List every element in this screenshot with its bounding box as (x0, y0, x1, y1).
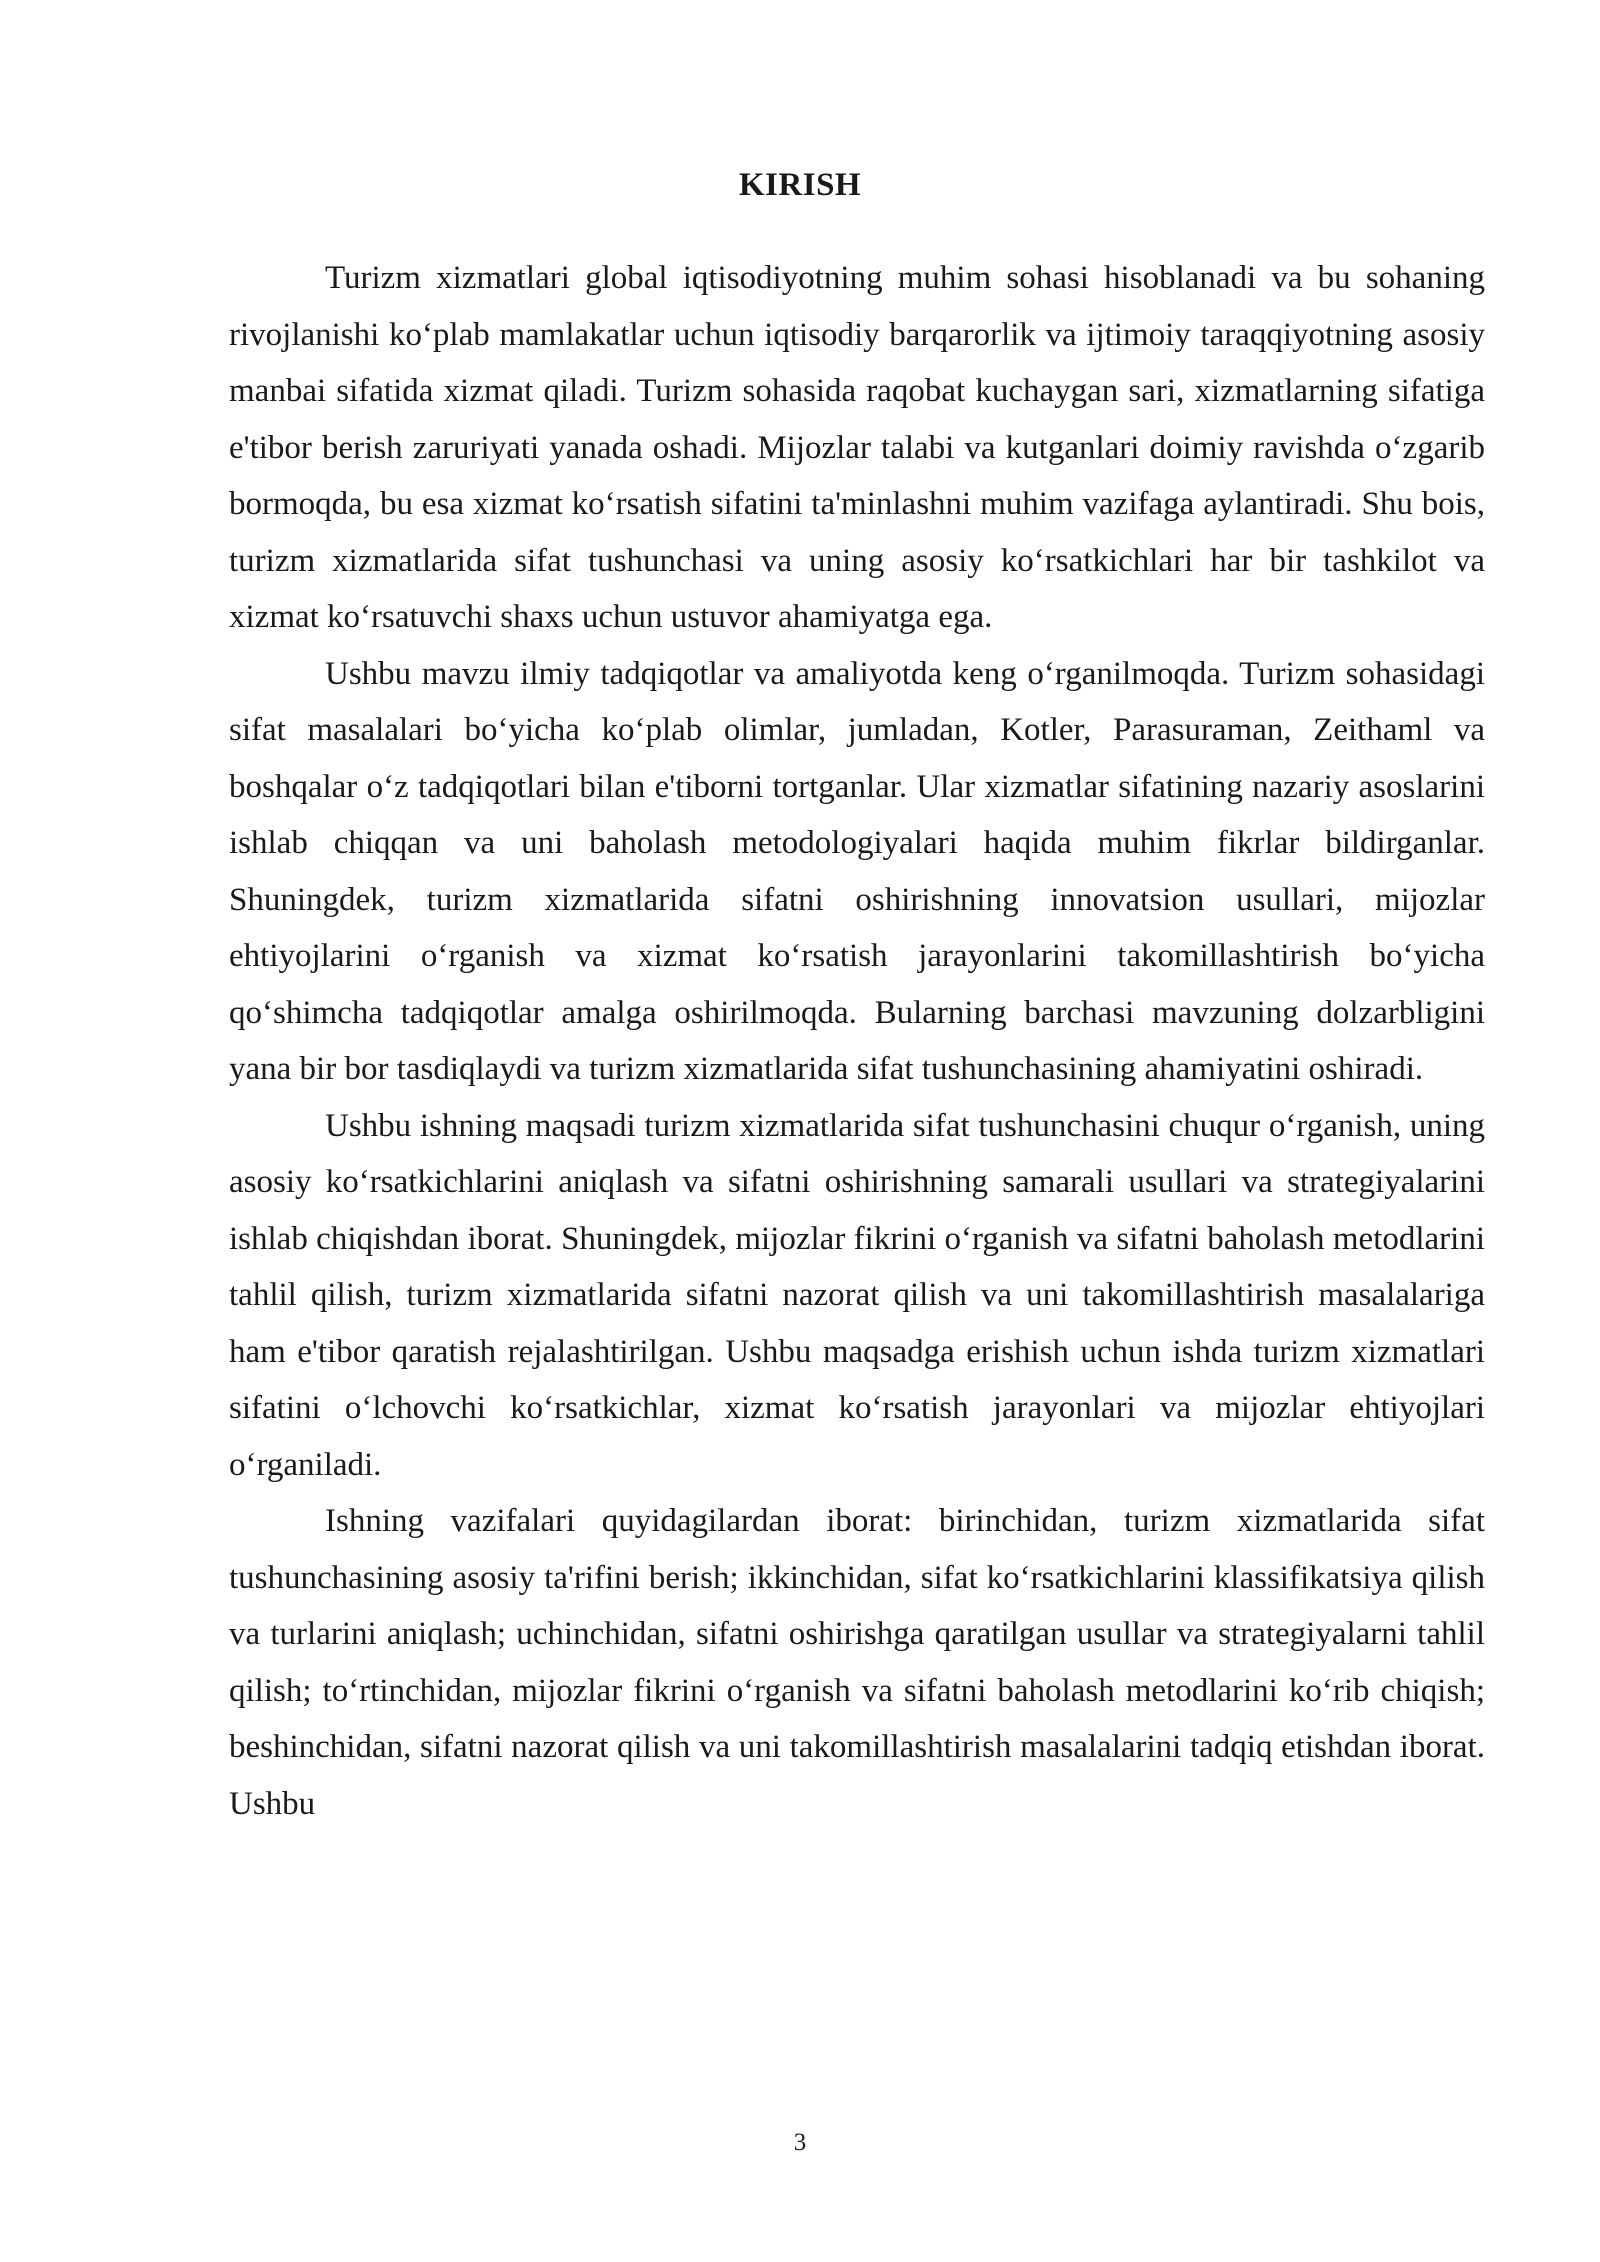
paragraph-3: Ushbu ishning maqsadi turizm xizmatlarida sifat tushunchasini chuqur o‘rganish, uning asosiy ko‘rsatkichlarini aniqlash va sifatni oshirishning samarali usullari va strategiyalarini ishlab chiqishdan iborat. Shuningdek, mijozlar fikrini o‘rganish va sifatni baholash metodlarini tahlil qilish, turizm xizmatlarida sifatni nazorat qilish va uni takomillashtirish masalalariga ham e'tibor qaratish rejalashtirilgan. Ushbu maqsadga erishish uchun ishda turizm xizmatlari sifatini o‘lchovchi ko‘rsatkichlar, xizmat ko‘rsatish jarayonlari va mijozlar ehtiyojlari o‘rganiladi. (229, 1107, 1485, 1483)
paragraph-1: Turizm xizmatlari global iqtisodiyotning muhim sohasi hisoblanadi va bu sohaning rivojlanishi ko‘plab mamlakatlar uchun iqtisodiy barqarorlik va ijtimoiy taraqqiyotning asosiy manbai sifatida xizmat qiladi. Turizm sohasida raqobat kuchaygan sari, xizmatlarning sifatiga e'tibor berish zaruriyati yanada oshadi. Mijozlar talabi va kutganlari doimiy ravishda o‘zgarib bormoqda, bu esa xizmat ko‘rsatish sifatini ta'minlashni muhim vazifaga aylantiradi. Shu bois, turizm xizmatlarida sifat tushunchasi va uning asosiy ko‘rsatkichlari har bir tashkilot va xizmat ko‘rsatuvchi shaxs uchun ustuvor ahamiyatga ega. (229, 260, 1485, 635)
paragraph-2: Ushbu mavzu ilmiy tadqiqotlar va amaliyotda keng o‘rganilmoqda. Turizm sohasidagi sifat masalalari bo‘yicha ko‘plab olimlar, jumladan, Kotler, Parasuraman, Zeithaml va boshqalar o‘z tadqiqotlari bilan e'tiborni tortganlar. Ular xizmatlar sifatining nazariy asoslarini ishlab chiqqan va uni baholash metodologiyalari haqida muhim fikrlar bildirganlar. Shuningdek, turizm xizmatlarida sifatni oshirishning innovatsion usullari, mijozlar ehtiyojlarini o‘rganish va xizmat ko‘rsatish jarayonlarini takomillashtirish bo‘yicha qo‘shimcha tadqiqotlar amalga oshirilmoqda. Bularning barchasi mavzuning dolzarbligini yana bir bor tasdiqlaydi va turizm xizmatlarida sifat tushunchasining ahamiyatini oshiradi. (229, 655, 1485, 1087)
page-number: 3 (793, 2129, 807, 2156)
page-title: KIRISH (738, 167, 862, 203)
body-text (229, 250, 1485, 1832)
paragraph-4: Ishning vazifalari quyidagilardan iborat: birinchidan, turizm xizmatlarida sifat tushunchasining asosiy ta'rifini berish; ikkinchidan, sifat ko‘rsatkichlarini klassifikatsiya qilish va turlarini aniqlash; uchinchidan, sifatni oshirishga qaratilgan usullar va strategiyalarni tahlil qilish; to‘rtinchidan, mijozlar fikrini o‘rganish va sifatni baholash metodlarini ko‘rib chiqish; beshinchidan, sifatni nazorat qilish va uni takomillashtirish masalalarini tadqiq etishdan iborat. Ushbu (229, 1503, 1485, 1822)
